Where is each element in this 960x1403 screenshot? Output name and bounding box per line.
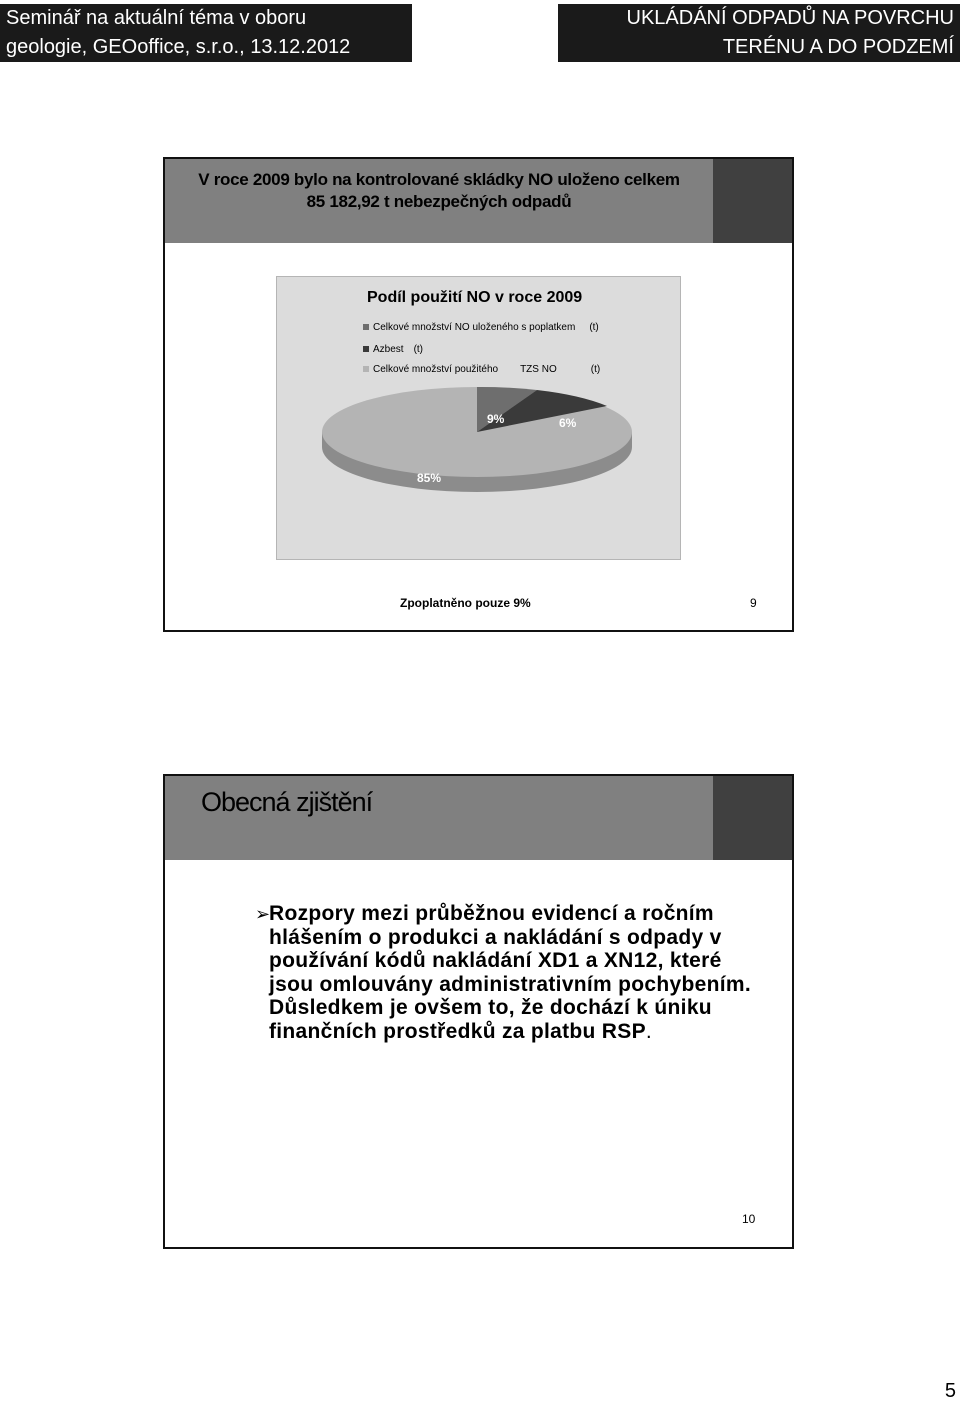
data-label-6: 6%	[559, 416, 577, 430]
header-left-line2: geologie, GEOoffice, s.r.o., 13.12.2012	[6, 36, 351, 58]
page-number: 5	[944, 1380, 956, 1402]
legend-unit-1: (t)	[589, 322, 599, 333]
bullet-text	[269, 902, 769, 1043]
data-label-85: 85%	[417, 471, 442, 485]
data-label-9: 9%	[487, 412, 505, 426]
slide-9-title-line1: V roce 2009 bylo na kontrolované skládky NO uloženo celkem	[198, 170, 680, 189]
slide-9-title	[165, 169, 713, 213]
slide-9-title-line2: 85 182,92 t nebezpečných odpadů	[306, 192, 572, 211]
legend-unit-3: (t)	[590, 364, 601, 375]
legend-label-1: Celkové množství NO uloženého s poplatkem	[373, 322, 576, 333]
header-left-line1: Seminář na aktuální téma v oboru	[6, 7, 307, 29]
pie-svg	[277, 277, 680, 559]
legend-extra-3: TZS NO	[520, 364, 557, 375]
pie-chart	[276, 276, 681, 560]
legend-unit-2: (t)	[413, 344, 424, 355]
bullet-end: .	[645, 1019, 653, 1043]
slide-title-accent	[713, 776, 792, 860]
bullet-main-text: Rozpory mezi průběžnou evidencí a ročním hlášením o produkci a nakládání s odpady v používání kódů nakládání XD1 a XN12, které jsou omlouvány administrativním pochybením. Důsledkem je ovšem to, že dochází k úniku finančních prostředků za platbu RSP	[269, 902, 751, 1043]
header-right-line2: TERÉNU A DO PODZEMÍ	[722, 36, 954, 58]
slide-9	[163, 157, 794, 632]
header-right-line1: UKLÁDÁNÍ ODPADŮ NA POVRCHU	[626, 7, 954, 29]
legend-label-3: Celkové množství použitého	[373, 364, 499, 375]
bullet-item	[255, 902, 769, 1043]
legend-label-2: Azbest	[373, 344, 404, 355]
header-right	[558, 4, 960, 62]
slide-9-number: 9	[750, 596, 757, 610]
chart-title: Podíl použití NO v roce 2009	[367, 289, 583, 306]
slide-9-caption: Zpoplatněno pouze 9%	[400, 596, 531, 610]
header-left	[0, 4, 412, 62]
slide-10	[163, 774, 794, 1249]
slide-title-accent	[713, 159, 792, 243]
slide-10-number: 10	[742, 1212, 756, 1226]
bullet-arrow-icon: ➢	[255, 904, 271, 924]
slide-10-title: Obecná zjištění	[201, 787, 373, 817]
